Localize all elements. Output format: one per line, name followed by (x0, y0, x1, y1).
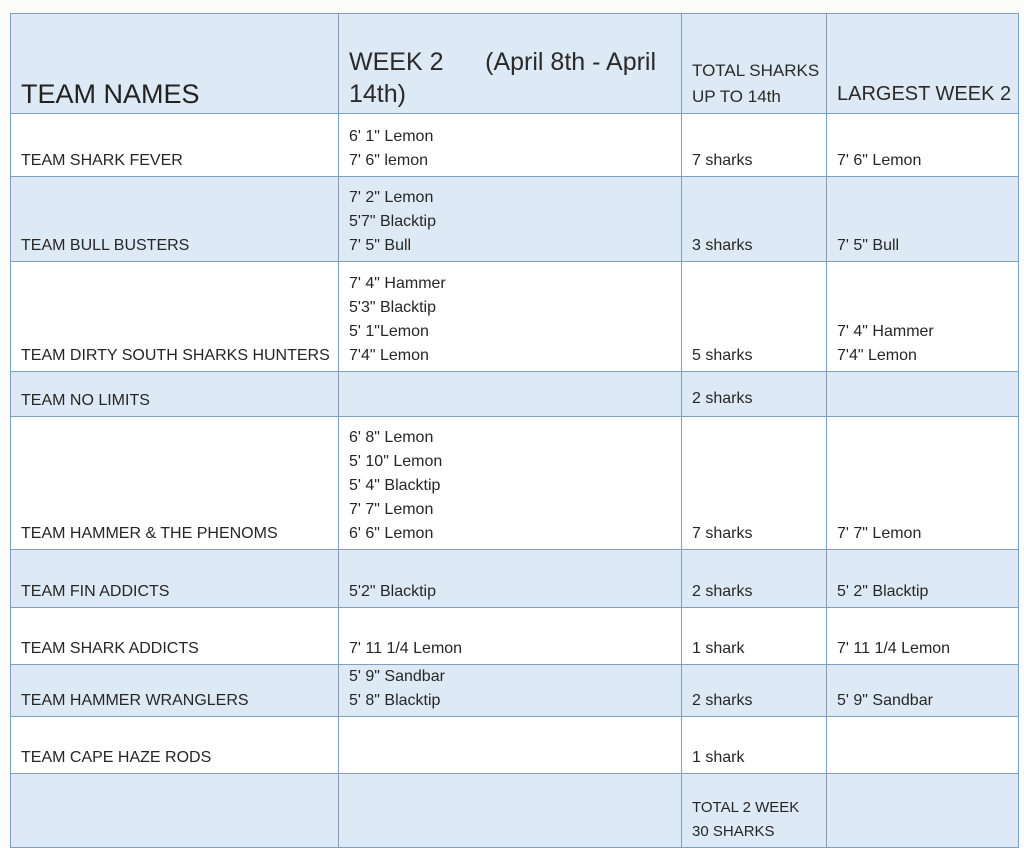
catches-cell (339, 608, 682, 665)
table-row (11, 665, 1019, 717)
total-cell: 2 sharks (682, 665, 827, 717)
catches-cell (339, 717, 682, 774)
catch-entry: 7'4" Lemon (349, 347, 429, 364)
largest-entry: 7' 5" Bull (837, 237, 900, 254)
grand-total-cell (682, 774, 827, 848)
team-name-cell: TEAM HAMMER & THE PHENOMS (11, 417, 339, 550)
catch-entry: 5' 4" Blacktip (349, 477, 441, 494)
total-cell: 5 sharks (682, 262, 827, 372)
largest-entry: 7' 7" Lemon (837, 525, 922, 542)
table-row (11, 114, 1019, 177)
table-row (11, 372, 1019, 417)
largest-entry: 5' 2" Blacktip (837, 583, 929, 600)
largest-cell (827, 665, 1019, 717)
table-row (11, 177, 1019, 262)
footer-empty-cell (339, 774, 682, 848)
grand-total-line: 30 SHARKS (692, 823, 775, 840)
catch-entry: 5' 10" Lemon (349, 453, 443, 470)
total-cell: 7 sharks (682, 417, 827, 550)
shark-tournament-table (10, 13, 1019, 848)
header-row (11, 14, 1019, 114)
team-name-cell: TEAM DIRTY SOUTH SHARKS HUNTERS (11, 262, 339, 372)
table-row (11, 262, 1019, 372)
footer-row (11, 774, 1019, 848)
catch-entry: 7' 6" lemon (349, 152, 428, 169)
catch-entry: 5'2" Blacktip (349, 583, 436, 600)
largest-cell (827, 717, 1019, 774)
total-cell: 7 sharks (682, 114, 827, 177)
catch-entry: 6' 6" Lemon (349, 525, 434, 542)
largest-cell (827, 114, 1019, 177)
total-cell: 1 shark (682, 608, 827, 665)
week-header: WEEK 2 (April 8th - April 14th) (339, 14, 682, 114)
table-row (11, 717, 1019, 774)
largest-entry: 5' 9" Sandbar (837, 692, 933, 709)
team-name-cell: TEAM CAPE HAZE RODS (11, 717, 339, 774)
catch-entry: 7' 2" Lemon (349, 189, 434, 206)
total-cell: 3 sharks (682, 177, 827, 262)
catches-cell (339, 114, 682, 177)
largest-entry: 7' 4" Hammer (837, 323, 934, 340)
catches-cell (339, 665, 682, 717)
team-name-cell: TEAM BULL BUSTERS (11, 177, 339, 262)
largest-cell (827, 372, 1019, 417)
table-row (11, 550, 1019, 608)
team-names-header: TEAM NAMES (11, 14, 339, 114)
team-name-cell: TEAM SHARK ADDICTS (11, 608, 339, 665)
catch-entry: 7' 5" Bull (349, 237, 412, 254)
catch-entry: 5' 9" Sandbar (349, 668, 445, 685)
largest-cell (827, 177, 1019, 262)
total-sharks-header: TOTAL SHARKS UP TO 14th (682, 14, 827, 114)
total-cell: 1 shark (682, 717, 827, 774)
catch-entry: 7' 7" Lemon (349, 501, 434, 518)
total-cell: 2 sharks (682, 372, 827, 417)
catches-cell (339, 417, 682, 550)
team-name-cell: TEAM FIN ADDICTS (11, 550, 339, 608)
catches-cell (339, 177, 682, 262)
catches-cell (339, 372, 682, 417)
catches-cell (339, 262, 682, 372)
team-name-cell: TEAM HAMMER WRANGLERS (11, 665, 339, 717)
catch-entry: 6' 1" Lemon (349, 128, 434, 145)
largest-entry: 7' 11 1/4 Lemon (837, 640, 951, 657)
largest-cell (827, 550, 1019, 608)
team-name-cell: TEAM NO LIMITS (11, 372, 339, 417)
team-name-cell: TEAM SHARK FEVER (11, 114, 339, 177)
largest-entry: 7'4" Lemon (837, 347, 917, 364)
catches-cell (339, 550, 682, 608)
catch-entry: 6' 8" Lemon (349, 429, 434, 446)
table-row (11, 417, 1019, 550)
largest-header: LARGEST WEEK 2 (827, 14, 1019, 114)
catch-entry: 5' 1"Lemon (349, 323, 429, 340)
table-row (11, 608, 1019, 665)
catch-entry: 7' 11 1/4 Lemon (349, 640, 463, 657)
footer-empty-cell (11, 774, 339, 848)
largest-entry: 7' 6" Lemon (837, 152, 922, 169)
largest-cell (827, 417, 1019, 550)
catch-entry: 5'7" Blacktip (349, 213, 436, 230)
total-cell: 2 sharks (682, 550, 827, 608)
footer-empty-cell (827, 774, 1019, 848)
largest-cell (827, 608, 1019, 665)
catch-entry: 5'3" Blacktip (349, 299, 436, 316)
largest-cell (827, 262, 1019, 372)
catch-entry: 5' 8" Blacktip (349, 692, 441, 709)
grand-total-line: TOTAL 2 WEEK (692, 799, 800, 816)
catch-entry: 7' 4" Hammer (349, 275, 446, 292)
